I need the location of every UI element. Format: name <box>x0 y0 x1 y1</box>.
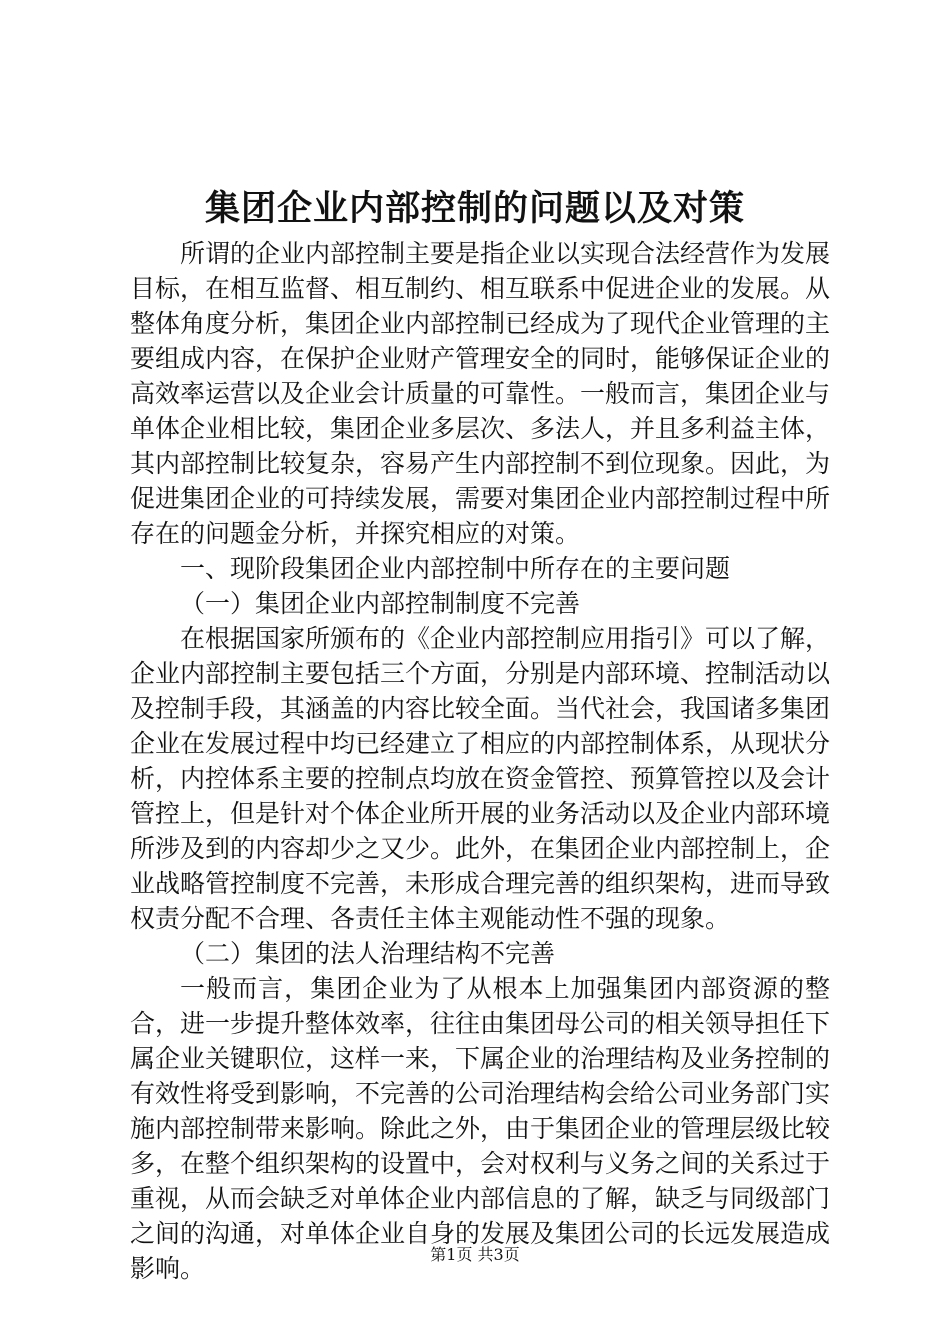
document-title: 集团企业内部控制的问题以及对策 <box>204 188 745 229</box>
subsection-heading-2: （二）集团的法人治理结构不完善 <box>180 939 556 968</box>
paragraph-internal-control: 在根据国家所颁布的《企业内部控制应用指引》可以了解，企业内部控制主要包括三个方面，分别是内部环境、控制活动以及控制手段，其涵盖的内容比较全面。当代社会，我国诸多集团企业在发展过程中均已经建立了相应的内部控制体系，从现状分析，内控体系主要的控制点均放在资金管控、预算管控以及会计管控上，但是针对个体企业所开展的业务活动以及企业内部环境所涉及到的内容却少之又少。此外，在集团企业内部控制上，企业战略管控制度不完善，未形成合理完善的组织架构，进而导致权责分配不合理、各责任主体主观能动性不强的现象。 <box>130 624 831 933</box>
page-number-footer: 第1页 共3页 <box>430 1245 520 1264</box>
paragraph-governance: 一般而言，集团企业为了从根本上加强集团内部资源的整合，进一步提升整体效率，往往由集团母公司的相关领导担任下属企业关键职位，这样一来，下属企业的治理结构及业务控制的有效性将受到影响，不完善的公司治理结构会给公司业务部门实施内部控制带来影响。除此之外，由于集团企业的管理层级比较多，在整个组织架构的设置中，会对权利与义务之间的关系过于重视，从而会缺乏对单体企业内部信息的了解，缺乏与同级部门之间的沟通，对单体企业自身的发展及集团公司的长远发展造成影响。 <box>130 974 831 1283</box>
subsection-heading-1: （一）集团企业内部控制制度不完善 <box>180 589 581 618</box>
section-heading-1: 一、现阶段集团企业内部控制中所存在的主要问题 <box>180 554 731 583</box>
document-body <box>130 236 830 1286</box>
paragraph-intro: 所谓的企业内部控制主要是指企业以实现合法经营作为发展目标，在相互监督、相互制约、相互联系中促进企业的发展。从整体角度分析，集团企业内部控制已经成为了现代企业管理的主要组成内容，在保护企业财产管理安全的同时，能够保证企业的高效率运营以及企业会计质量的可靠性。一般而言，集团企业与单体企业相比较，集团企业多层次、多法人，并且多利益主体，其内部控制比较复杂，容易产生内部控制不到位现象。因此，为促进集团企业的可持续发展，需要对集团企业内部控制过程中所存在的问题金分析，并探究相应的对策。 <box>130 239 831 548</box>
